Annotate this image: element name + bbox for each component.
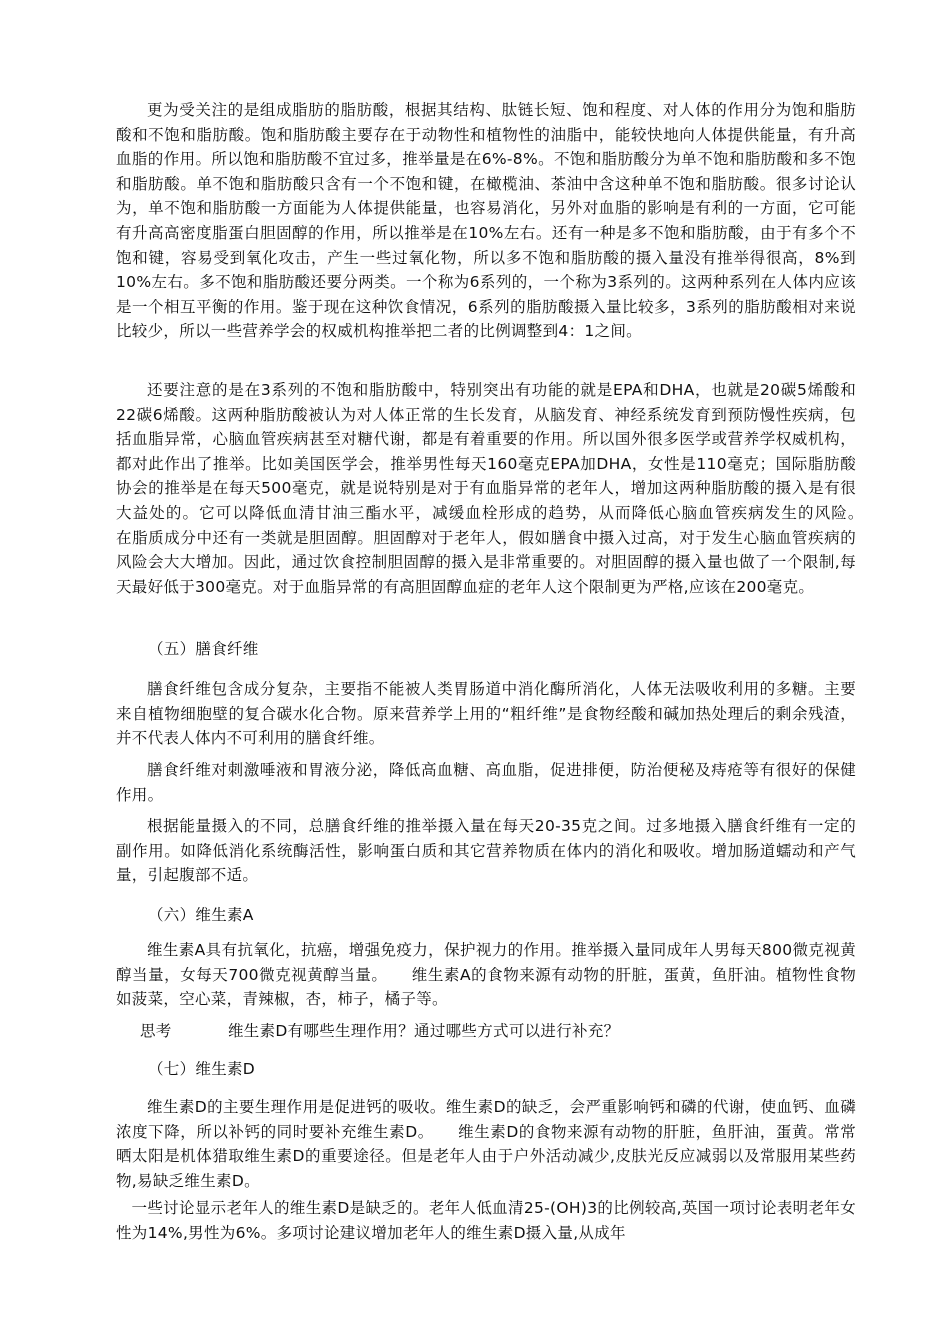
paragraph-fatty-acids: 更为受关注的是组成脂肪的脂肪酸，根据其结构、肽链长短、饱和程度、对人体的作用分为饱和脂肪酸和不饱和脂肪酸。饱和脂肪酸主要存在于动物性和植物性的油脂中，能较快地向人体提供能量，有升高血脂的作用。所以饱和脂肪酸不宜过多，推举量是在6%-8%。不饱和脂肪酸分为单不饱和脂肪酸和多不饱和脂肪酸。单不饱和脂肪酸只含有一个不饱和键，在橄榄油、茶油中含这种单不饱和脂肪酸。很多讨论认为，单不饱和脂肪酸一方面能为人体提供能量，也容易消化，另外对血脂的影响是有利的一方面，它可能有升高高密度脂蛋白胆固醇的作用，所以推举是在10%左右。还有一种是多不饱和脂肪酸，由于有多个不饱和键，容易受到氧化攻击，产生一些过氧化物，所以多不饱和脂肪酸的摄入量没有推举得很高，8%到10%左右。多不饱和脂肪酸还要分两类。一个称为6系列的，一个称为3系列的。这两种系列在人体内应该是一个相互平衡的作用。鉴于现在这种饮食情况，6系列的脂肪酸摄入量比较多，3系列的脂肪酸相对来说比较少，所以一些营养学会的权威机构推举把二者的比例调整到4：1之间。 bbox=[116, 101, 856, 341]
think-text: 维生素D有哪些生理作用？通过哪些方式可以进行补充？ bbox=[228, 1022, 620, 1040]
paragraph-epa-dha-cholesterol: 还要注意的是在3系列的不饱和脂肪酸中，特别突出有功能的就是EPA和DHA，也就是20碳5烯酸和22碳6烯酸。这两种脂肪酸被认为对人体正常的生长发育，从脑发育、神经系统发育到预防慢性疾病，包括血脂异常，心脑血管疾病甚至对糖代谢，都是有着重要的作用。所以国外很多医学或营养学权威机构，都对此作出了推举。比如美国医学会，推举男性每天160毫克EPA加DHA，女性是110毫克；国际脂肪酸协会的推举是在每天500毫克，就是说特别是对于有血脂异常的老年人，增加这两种脂肪酸的摄入是有很大益处的。它可以降低血清甘油三酯水平，减缓血栓形成的趋势，从而降低心脑血管疾病发生的风险。 在脂质成分中还有一类就是胆固醇。胆固醇对于老年人，假如膳食中摄入过高，对于发生心脑血管疾病的风险会大大增加。因此，通过饮食控制胆固醇的摄入是非常重要的。对胆固醇的摄入量也做了一个限制,每天最好低于300毫克。对于血脂异常的有高胆固醇血症的老年人这个限制更为严格,应该在200毫克。 bbox=[116, 381, 888, 596]
heading-dietary-fiber: （五）膳食纤维 bbox=[148, 640, 259, 658]
paragraph-fiber-definition: 膳食纤维包含成分复杂，主要指不能被人类胃肠道中消化酶所消化，人体无法吸收利用的多糖。主要来自植物细胞壁的复合碳水化合物。原来营养学上用的“粗纤维”是食物经酸和碱加热处理后的剩余残渣，并不代表人体内不可利用的膳食纤维。 bbox=[116, 680, 856, 748]
paragraph-vitamin-d: 维生素D的主要生理作用是促进钙的吸收。维生素D的缺乏，会严重影响钙和磷的代谢，使血钙、血磷浓度下降，所以补钙的同时要补充维生素D。 维生素D的食物来源有动物的肝脏，鱼肝油，蛋黄。常常晒太阳是机体猎取维生素D的重要途径。但是老年人由于户外活动减少,皮肤光反应减弱以及常服用某些药物,易缺乏维生素D。 bbox=[116, 1098, 856, 1190]
think-question bbox=[140, 1019, 860, 1043]
paragraph-vitamin-d-research: 一些讨论显示老年人的维生素D是缺乏的。老年人低血清25-(OH)3的比例较高,英国一项讨论表明老年女性为14%,男性为6%。多项讨论建议增加老年人的维生素D摄入量,从成年 bbox=[116, 1199, 856, 1242]
heading-vitamin-d: （七）维生素D bbox=[148, 1060, 256, 1078]
paragraph-fiber-intake: 根据能量摄入的不同，总膳食纤维的推举摄入量在每天20-35克之间。过多地摄入膳食纤维有一定的副作用。如降低消化系统酶活性，影响蛋白质和其它营养物质在体内的消化和吸收。增加肠道蠕动和产气量，引起腹部不适。 bbox=[116, 817, 856, 885]
think-label: 思考 bbox=[140, 1022, 172, 1040]
paragraph-fiber-benefits: 膳食纤维对刺激唾液和胃液分泌，降低高血糖、高血脂，促进排便，防治便秘及痔疮等有很好的保健作用。 bbox=[116, 761, 856, 804]
heading-vitamin-a: （六）维生素A bbox=[148, 906, 254, 924]
paragraph-vitamin-a: 维生素A具有抗氧化，抗癌，增强免疫力，保护视力的作用。推举摄入量同成年人男每天800微克视黄醇当量，女每天700微克视黄醇当量。 维生素A的食物来源有动物的肝脏，蛋黄，鱼肝油。植物性食物如菠菜，空心菜，青辣椒，杏，柿子，橘子等。 bbox=[116, 941, 856, 1009]
